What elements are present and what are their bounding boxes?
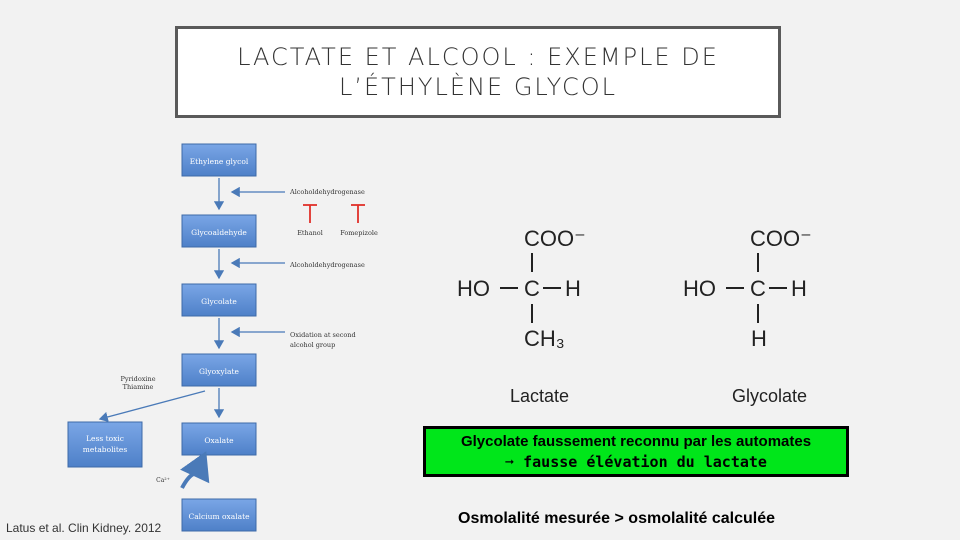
node-calcium-oxalate-label: Calcium oxalate bbox=[188, 512, 250, 521]
lactate-structure bbox=[450, 220, 600, 360]
label-thiamine: Thiamine bbox=[122, 383, 154, 391]
label-fomepizole: Fomepizole bbox=[340, 229, 378, 237]
node-less-toxic-metabolites bbox=[68, 422, 142, 467]
glycolate-bottom: H bbox=[751, 326, 767, 351]
glycolate-center: C bbox=[750, 276, 766, 301]
citation: Latus et al. Clin Kidney. 2012 bbox=[6, 521, 162, 535]
inhibit-ethanol-icon bbox=[303, 205, 317, 223]
node-glycoaldehyde bbox=[182, 215, 256, 247]
osmolality-statement: Osmolalité mesurée > osmolalité calculée bbox=[458, 510, 776, 527]
label-adh-1: Alcoholdehydrogenase bbox=[290, 188, 365, 196]
inhibit-fomepizole-icon bbox=[351, 205, 365, 223]
callout-box bbox=[423, 426, 849, 477]
node-ethylene-glycol-label: Ethylene glycol bbox=[189, 157, 249, 166]
lactate-center: C bbox=[524, 276, 540, 301]
title-line-2: L’ÉTHYLÈNE GLYCOL bbox=[339, 73, 617, 101]
node-glycoaldehyde-label: Glycoaldehyde bbox=[191, 228, 247, 237]
curved-arrow-calcium-icon bbox=[182, 473, 207, 488]
label-oxidation-1: Oxidation at second bbox=[290, 331, 356, 339]
node-glycolate-label: Glycolate bbox=[201, 297, 237, 306]
callout-line-2: ➞ fausse élévation du lactate bbox=[505, 453, 767, 471]
label-oxidation-2: alcohol group bbox=[290, 341, 336, 349]
label-pyridoxine: Pyridoxine bbox=[120, 375, 156, 383]
lactate-top: COO⁻ bbox=[524, 226, 586, 251]
glycolate-name: Glycolate bbox=[732, 386, 808, 406]
lactate-left: HO bbox=[457, 276, 490, 301]
label-ethanol: Ethanol bbox=[297, 229, 323, 237]
node-glycolate bbox=[182, 284, 256, 316]
glycolate-right: H bbox=[791, 276, 807, 301]
lactate-bottom: CH₃ bbox=[524, 326, 565, 351]
node-less-toxic-label-2: metabolites bbox=[82, 445, 128, 454]
slide-title bbox=[237, 42, 719, 102]
lactate-name: Lactate bbox=[510, 386, 570, 406]
glycolate-structure bbox=[676, 220, 826, 360]
node-oxalate bbox=[182, 423, 256, 455]
node-less-toxic-label-1: Less toxic bbox=[86, 434, 124, 443]
node-oxalate-label: Oxalate bbox=[204, 436, 234, 445]
callout-line-1: Glycolate faussement reconnu par les automates bbox=[460, 433, 812, 450]
node-glyoxylate bbox=[182, 354, 256, 386]
node-ethylene-glycol bbox=[182, 144, 256, 176]
arrow-to-less-toxic bbox=[100, 391, 205, 419]
node-calcium-oxalate bbox=[182, 499, 256, 531]
lactate-right: H bbox=[565, 276, 581, 301]
glycolate-left: HO bbox=[683, 276, 716, 301]
metabolic-pathway-diagram bbox=[0, 135, 400, 535]
title-box bbox=[175, 26, 781, 118]
label-calcium: Ca²⁺ bbox=[156, 477, 170, 484]
glycolate-top: COO⁻ bbox=[750, 226, 812, 251]
node-glyoxylate-label: Glyoxylate bbox=[199, 367, 239, 376]
title-line-1: LACTATE ET ALCOOL : EXEMPLE DE bbox=[237, 43, 719, 71]
label-adh-2: Alcoholdehydrogenase bbox=[290, 261, 365, 269]
